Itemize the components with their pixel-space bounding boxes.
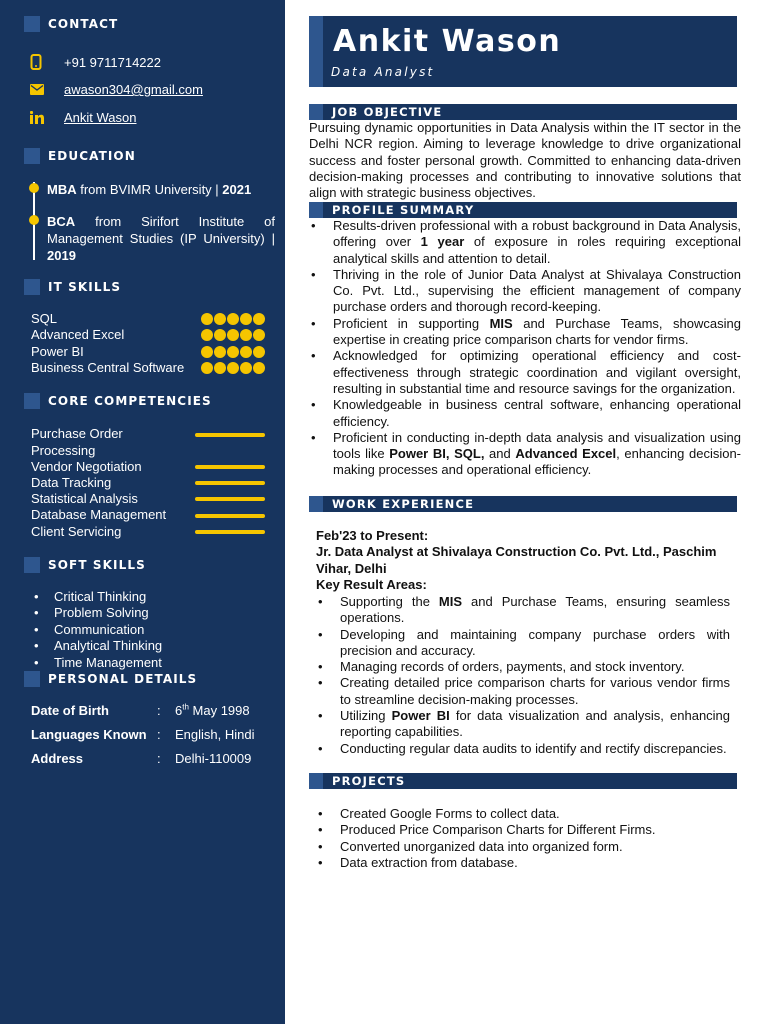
contact-phone-row [30,54,161,70]
rating-dot [201,313,213,325]
experience-item: • Utilizing Power BI for data visualization and analysis, enhancing reporting capabilities. [316,708,730,741]
rating-dot [240,329,252,341]
personal-title: PERSONAL DETAILS [48,672,198,686]
competency-item: Data Tracking [31,475,112,490]
projects-heading [309,773,737,789]
candidate-role: Data Analyst [331,65,435,79]
institution: from Sirifort Institute of Management Studies (IP University) | [47,214,275,246]
section-marker [24,148,40,164]
soft-skills-section-heading [24,557,146,573]
phone-number[interactable]: +91 9711714222 [64,54,161,70]
contact-email-row [30,82,203,97]
rating-dot [253,346,265,358]
personal-address-row [31,751,281,769]
experience-item: • Developing and maintaining company purchase orders with precision and accuracy. [316,627,730,660]
separator: : [157,751,161,766]
competency-bar [195,465,265,469]
summary-item: • Thriving in the role of Junior Data Analyst at Shivalaya Construction Co. Pvt. Ltd., supervising the efficient management of company purchase orders and thorough record-keeping. [309,267,741,316]
skill-rating [201,346,265,358]
project-item: • Produced Price Comparison Charts for Different Firms. [316,822,730,838]
soft-skills-title: SOFT SKILLS [48,558,146,572]
experience-header [316,528,730,593]
competency-item: Client Servicing [31,524,122,539]
heading-accent [309,202,323,218]
personal-section-heading [24,671,197,687]
competency-bar [195,433,265,437]
experience-period: Feb'23 to Present: [316,528,429,543]
education-title: EDUCATION [48,149,136,163]
skill-name: SQL [31,311,58,326]
rating-dot [227,329,239,341]
objective-title: JOB OBJECTIVE [332,105,443,119]
rating-dot [201,346,213,358]
name-header [309,16,737,87]
languages-label: Languages Known [31,727,147,742]
email-link[interactable]: awason304@gmail.com [64,82,203,97]
section-marker [24,557,40,573]
separator: : [157,703,161,718]
summary-heading [309,202,737,218]
competency-item: Vendor Negotiation [31,459,142,474]
rating-dot [227,362,239,374]
degree: MBA [47,182,77,197]
year: 2019 [47,248,76,263]
it-skills-title: IT SKILLS [48,280,122,294]
competency-item: Database Management [31,507,167,522]
projects-list [316,806,730,871]
rating-dot [240,362,252,374]
soft-skill-item: • Analytical Thinking [54,638,162,654]
languages-value: English, Hindi [175,727,255,742]
contact-section-heading [24,16,118,32]
candidate-name: Ankit Wason [333,24,562,59]
soft-skill-item: • Time Management [54,655,162,671]
project-item: • Converted unorganized data into organized form. [316,839,730,855]
personal-languages-row [31,727,281,745]
heading-accent [309,773,323,789]
phone-icon [30,54,64,70]
linkedin-icon [30,111,64,124]
education-item-bca [47,213,275,264]
soft-skill-item: • Critical Thinking [54,589,162,605]
experience-item: • Supporting the MIS and Purchase Teams, ensuring seamless operations. [316,594,730,627]
rating-dot [253,329,265,341]
project-item: • Created Google Forms to collect data. [316,806,730,822]
sidebar [0,0,285,1024]
address-value: Delhi-110009 [175,751,252,766]
skill-row [31,311,271,328]
education-section-heading [24,148,136,164]
education-item-mba [47,181,275,198]
experience-heading [309,496,737,512]
address-label: Address [31,751,84,766]
soft-skill-item: • Communication [54,622,162,638]
competency-item: Statistical Analysis [31,491,138,506]
rating-dot [240,313,252,325]
summary-item: • Proficient in conducting in-depth data analysis and visualization using tools like Power BI, SQL, and Advanced Excel, enhancing decision-making processes and operational efficiency. [309,430,741,479]
degree: BCA [47,214,76,229]
objective-text: Pursuing dynamic opportunities in Data Analysis within the IT sector in the Delhi NCR region. Aiming to leverage knowledge to drive organizational success and foster personal growth. Committed to enhancing data-driven decision-making processes and contributing to innovative solutions that align with strategic business objectives. [309,120,741,201]
rating-dot [201,362,213,374]
competency-bar [195,514,265,518]
rating-dot [214,313,226,325]
summary-item: • Knowledgeable in business central software, enhancing operational efficiency. [309,397,741,430]
heading-accent [309,496,323,512]
competency-bar [195,481,265,485]
personal-dob-row [31,703,281,721]
header-accent [309,16,323,87]
rating-dot [214,329,226,341]
experience-item: • Managing records of orders, payments, and stock inventory. [316,659,730,675]
separator: : [157,727,161,742]
rating-dot [227,313,239,325]
rating-dot [227,346,239,358]
skill-rating [201,362,265,374]
skill-name: Advanced Excel [31,327,125,342]
dob-value: 6th May 1998 [175,702,250,718]
dob-label: Date of Birth [31,703,109,718]
summary-item: • Acknowledged for optimizing operational efficiency and cost-effectiveness through strategic coordination and vigilant oversight, resulting in substantial time and resource savings for the organization. [309,348,741,397]
project-item: • Data extraction from database. [316,855,730,871]
timeline-dot [29,215,39,225]
email-icon [30,84,64,95]
skill-name: Power BI [31,344,84,359]
contact-title: CONTACT [48,17,119,31]
skill-rating [201,313,265,325]
experience-title: WORK EXPERIENCE [332,497,475,511]
competency-item: Purchase Order Processing [31,426,123,458]
soft-skills-list [54,589,162,671]
rating-dot [253,362,265,374]
section-marker [24,16,40,32]
summary-title: PROFILE SUMMARY [332,203,475,217]
rating-dot [214,346,226,358]
timeline-dot [29,183,39,193]
competencies-section-heading [24,393,212,409]
projects-title: PROJECTS [332,774,406,788]
experience-item: • Creating detailed price comparison charts for various vendor firms to streamline decision-making processes. [316,675,730,708]
section-marker [24,279,40,295]
skill-row [31,327,271,344]
objective-heading [309,104,737,120]
kra-label: Key Result Areas: [316,576,427,592]
rating-dot [253,313,265,325]
summary-item: • Proficient in supporting MIS and Purchase Teams, showcasing expertise in creating price comparison charts for vendor firms. [309,316,741,349]
competency-bar [195,530,265,534]
rating-dot [240,346,252,358]
contact-linkedin-row [30,110,137,125]
experience-position: Jr. Data Analyst at Shivalaya Construction Co. Pvt. Ltd., Paschim Vihar, Delhi [316,544,717,576]
summary-list [309,218,741,479]
skill-name: Business Central Software [31,360,185,375]
linkedin-link[interactable]: Ankit Wason [64,110,137,125]
soft-skill-item: • Problem Solving [54,605,162,621]
competency-bar [195,497,265,501]
skill-row [31,344,271,361]
it-skills-section-heading [24,279,121,295]
year: 2021 [222,182,252,197]
skill-row [31,360,271,377]
summary-item: • Results-driven professional with a robust background in Data Analysis, offering over 1 year of exposure in roles requiring exceptional analytical skills and attention to detail. [309,218,741,267]
section-marker [24,671,40,687]
heading-accent [309,104,323,120]
rating-dot [214,362,226,374]
experience-list [316,594,730,757]
skill-rating [201,329,265,341]
competencies-title: CORE COMPETENCIES [48,394,212,408]
rating-dot [201,329,213,341]
experience-item: • Conducting regular data audits to identify and rectify discrepancies. [316,741,730,757]
section-marker [24,393,40,409]
institution: from BVIMR University | [76,182,223,197]
